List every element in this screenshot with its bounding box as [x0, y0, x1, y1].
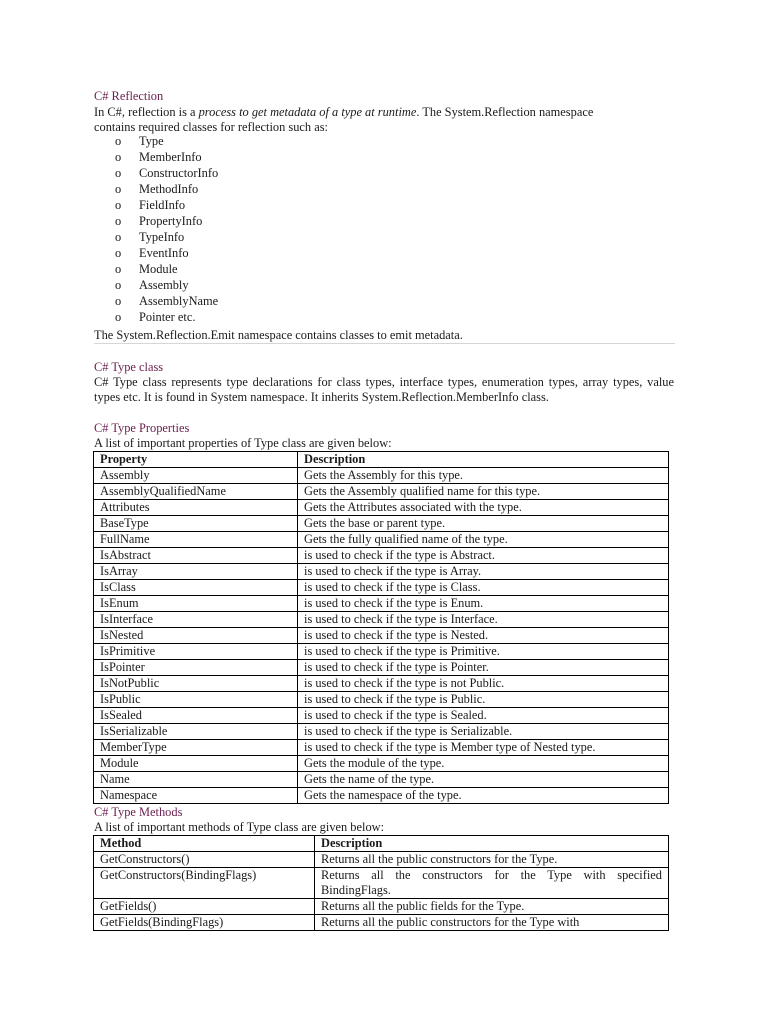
properties-col-description: Description [298, 452, 669, 468]
property-name-cell: Module [94, 756, 298, 772]
bullet-marker: o [115, 182, 122, 196]
properties-row [94, 644, 669, 660]
reflection-class-name: PropertyInfo [139, 214, 203, 228]
property-name-cell: IsArray [94, 564, 298, 580]
method-description-cell: Returns all the public fields for the Type. [315, 899, 669, 915]
property-description-cell: is used to check if the type is Array. [298, 564, 669, 580]
property-name-cell: IsInterface [94, 612, 298, 628]
property-name-cell: IsPublic [94, 692, 298, 708]
method-description-cell: Returns all the public constructors for the Type with [315, 915, 669, 931]
methods-header-row [94, 836, 669, 852]
property-description-cell: is used to check if the type is Interface. [298, 612, 669, 628]
properties-row [94, 692, 669, 708]
bullet-marker: o [115, 134, 122, 148]
properties-intro: A list of important properties of Type class are given below: [94, 436, 392, 450]
reflection-intro-italic: process to get metadata of a type at runtime [198, 105, 417, 119]
reflection-class-name: Module [139, 262, 178, 276]
reflection-class-name: EventInfo [139, 246, 189, 260]
methods-col-description: Description [315, 836, 669, 852]
properties-row [94, 708, 669, 724]
properties-row [94, 756, 669, 772]
methods-col-method: Method [94, 836, 315, 852]
section-divider [94, 343, 675, 344]
methods-row [94, 852, 669, 868]
method-name-cell: GetConstructors(BindingFlags) [94, 868, 315, 899]
bullet-marker: o [115, 246, 122, 260]
property-description-cell: is used to check if the type is Abstract. [298, 548, 669, 564]
reflection-class-item [115, 165, 218, 181]
methods-table [93, 835, 669, 931]
type-class-heading: C# Type class [94, 360, 164, 374]
reflection-class-name: MethodInfo [139, 182, 199, 196]
reflection-class-name: Pointer etc. [139, 310, 196, 324]
bullet-marker: o [115, 294, 122, 308]
reflection-class-item [115, 149, 218, 165]
property-description-cell: is used to check if the type is Public. [298, 692, 669, 708]
properties-row [94, 516, 669, 532]
property-name-cell: IsPrimitive [94, 644, 298, 660]
reflection-class-item [115, 309, 218, 325]
type-class-paragraph: C# Type class represents type declarations for class types, interface types, enumeration types, array types, value types etc. It is found in System namespace. It inherits System.Reflection.MemberInfo class. [94, 375, 674, 404]
reflection-class-name: FieldInfo [139, 198, 186, 212]
properties-row [94, 724, 669, 740]
property-description-cell: Gets the module of the type. [298, 756, 669, 772]
properties-header-row [94, 452, 669, 468]
reflection-class-item [115, 245, 218, 261]
reflection-intro-prefix: In C#, reflection is a [94, 105, 199, 119]
properties-heading: C# Type Properties [94, 421, 190, 435]
bullet-marker: o [115, 230, 122, 244]
reflection-class-name: AssemblyName [139, 294, 219, 308]
bullet-marker: o [115, 262, 122, 276]
reflection-class-list [115, 133, 218, 325]
bullet-marker: o [115, 214, 122, 228]
property-description-cell: Gets the Assembly for this type. [298, 468, 669, 484]
bullet-marker: o [115, 166, 122, 180]
property-name-cell: Namespace [94, 788, 298, 804]
emit-note: The System.Reflection.Emit namespace contains classes to emit metadata. [94, 328, 463, 342]
reflection-class-name: MemberInfo [139, 150, 202, 164]
method-name-cell: GetFields(BindingFlags) [94, 915, 315, 931]
property-name-cell: IsNested [94, 628, 298, 644]
property-name-cell: Attributes [94, 500, 298, 516]
bullet-marker: o [115, 278, 122, 292]
properties-row [94, 788, 669, 804]
properties-row [94, 740, 669, 756]
property-description-cell: is used to check if the type is Pointer. [298, 660, 669, 676]
property-description-cell: is used to check if the type is Primitive. [298, 644, 669, 660]
property-name-cell: IsNotPublic [94, 676, 298, 692]
method-name-cell: GetFields() [94, 899, 315, 915]
methods-intro: A list of important methods of Type class are given below: [94, 820, 385, 834]
property-description-cell: is used to check if the type is Class. [298, 580, 669, 596]
methods-row [94, 899, 669, 915]
property-name-cell: IsSerializable [94, 724, 298, 740]
reflection-intro-line1 [94, 104, 593, 120]
property-description-cell: Gets the namespace of the type. [298, 788, 669, 804]
properties-row [94, 532, 669, 548]
property-name-cell: IsSealed [94, 708, 298, 724]
reflection-class-name: Assembly [139, 278, 189, 292]
properties-row [94, 468, 669, 484]
properties-row [94, 548, 669, 564]
property-name-cell: FullName [94, 532, 298, 548]
property-name-cell: IsPointer [94, 660, 298, 676]
properties-row [94, 564, 669, 580]
reflection-class-name: ConstructorInfo [139, 166, 219, 180]
property-description-cell: Gets the name of the type. [298, 772, 669, 788]
properties-row [94, 676, 669, 692]
property-description-cell: is used to check if the type is Nested. [298, 628, 669, 644]
property-name-cell: Name [94, 772, 298, 788]
property-description-cell: is used to check if the type is Member type of Nested type. [298, 740, 669, 756]
properties-row [94, 484, 669, 500]
property-description-cell: Gets the fully qualified name of the type. [298, 532, 669, 548]
property-description-cell: is used to check if the type is not Public. [298, 676, 669, 692]
properties-col-property: Property [94, 452, 298, 468]
reflection-class-item [115, 277, 218, 293]
property-description-cell: is used to check if the type is Enum. [298, 596, 669, 612]
property-description-cell: Gets the Assembly qualified name for this type. [298, 484, 669, 500]
methods-row [94, 915, 669, 931]
bullet-marker: o [115, 198, 122, 212]
reflection-class-item [115, 293, 218, 309]
property-name-cell: Assembly [94, 468, 298, 484]
reflection-class-name: Type [139, 134, 164, 148]
properties-row [94, 772, 669, 788]
reflection-class-item [115, 261, 218, 277]
property-name-cell: AssemblyQualifiedName [94, 484, 298, 500]
property-name-cell: IsEnum [94, 596, 298, 612]
property-description-cell: is used to check if the type is Sealed. [298, 708, 669, 724]
property-name-cell: MemberType [94, 740, 298, 756]
property-name-cell: IsAbstract [94, 548, 298, 564]
bullet-marker: o [115, 150, 122, 164]
method-description-cell: Returns all the public constructors for the Type. [315, 852, 669, 868]
properties-table [93, 451, 669, 804]
reflection-class-item [115, 197, 218, 213]
reflection-class-item [115, 181, 218, 197]
method-name-cell: GetConstructors() [94, 852, 315, 868]
properties-row [94, 612, 669, 628]
property-name-cell: IsClass [94, 580, 298, 596]
property-description-cell: Gets the base or parent type. [298, 516, 669, 532]
bullet-marker: o [115, 310, 122, 324]
reflection-heading: C# Reflection [94, 89, 164, 103]
method-description-cell: Returns all the constructors for the Type with specified BindingFlags. [315, 868, 669, 899]
property-name-cell: BaseType [94, 516, 298, 532]
reflection-class-item [115, 213, 218, 229]
properties-row [94, 660, 669, 676]
reflection-class-item [115, 229, 218, 245]
methods-heading: C# Type Methods [94, 805, 183, 819]
reflection-intro-line2: contains required classes for reflection such as: [94, 120, 328, 134]
reflection-class-name: TypeInfo [139, 230, 185, 244]
methods-row [94, 868, 669, 899]
properties-row [94, 500, 669, 516]
reflection-class-item [115, 133, 218, 149]
property-description-cell: is used to check if the type is Serializable. [298, 724, 669, 740]
property-description-cell: Gets the Attributes associated with the type. [298, 500, 669, 516]
properties-row [94, 580, 669, 596]
properties-row [94, 628, 669, 644]
reflection-intro-suffix: . The System.Reflection namespace [416, 105, 594, 119]
properties-row [94, 596, 669, 612]
